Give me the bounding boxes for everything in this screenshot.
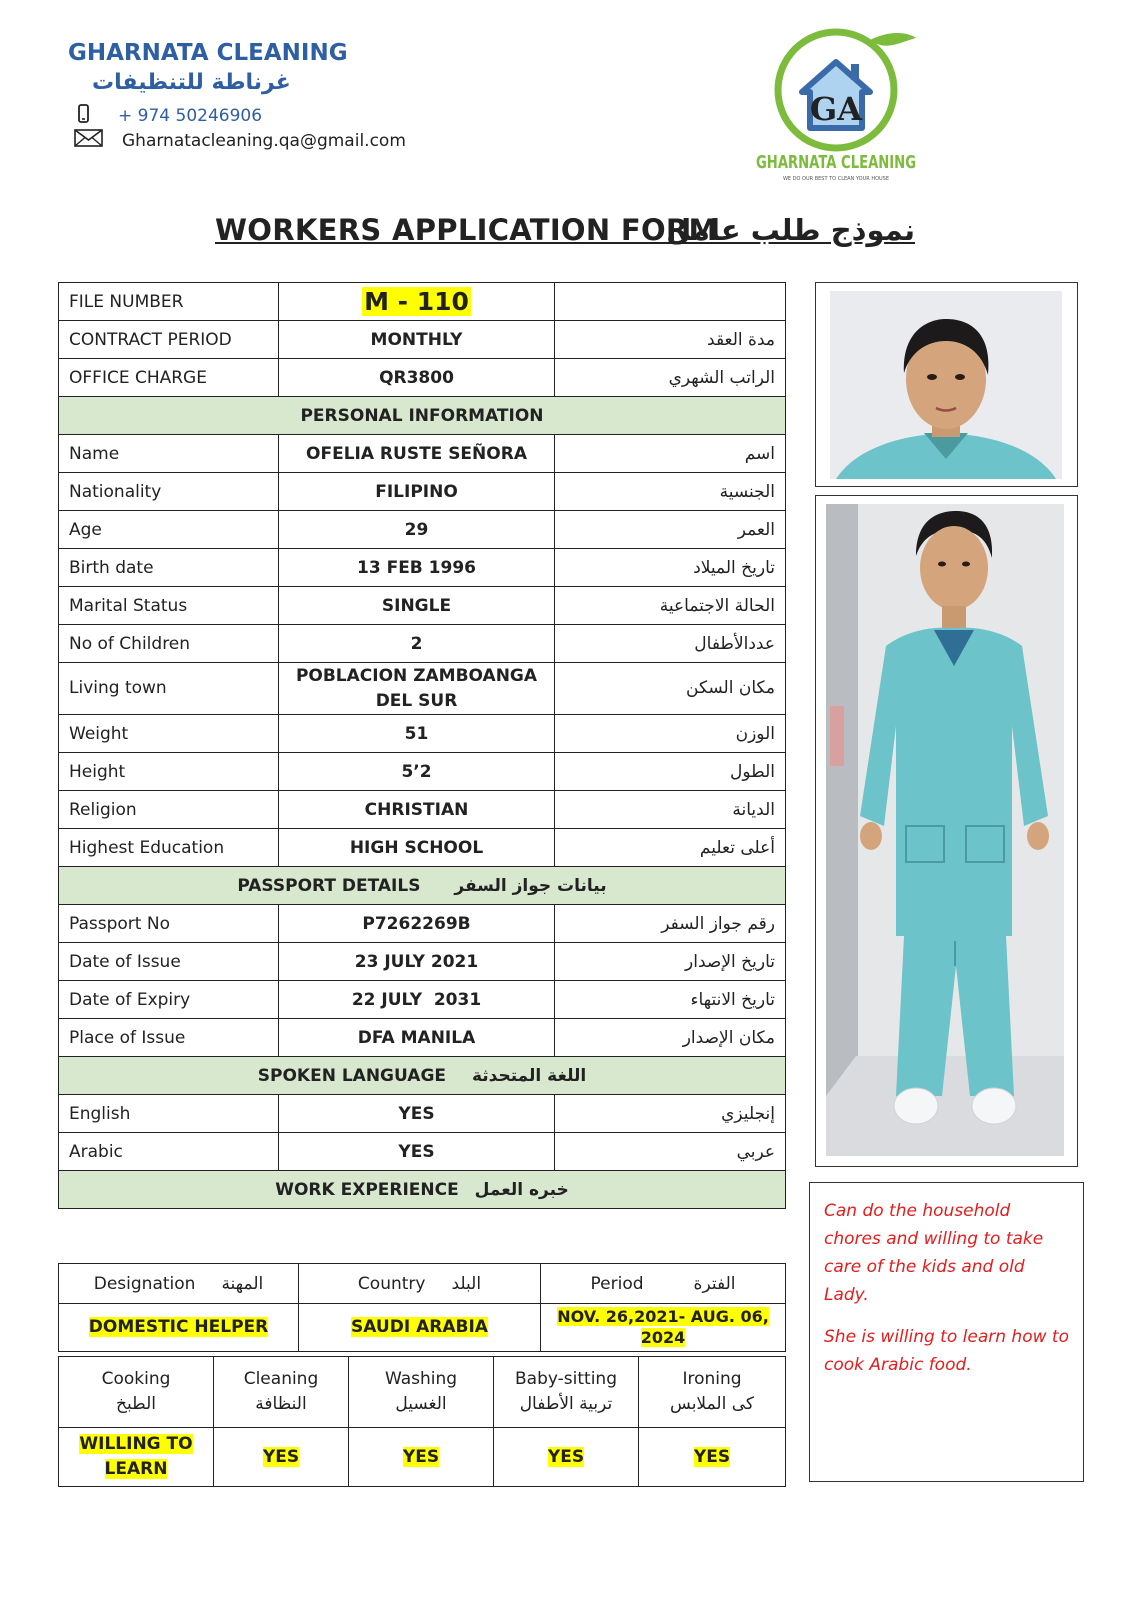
row-label-arabic: العمر [555,511,786,549]
full-body-photo [815,495,1078,1167]
skill-name-arabic: تربية الأطفال [519,1394,613,1414]
row-label: Nationality [59,473,279,511]
row-label-arabic: الراتب الشهري [555,359,786,397]
row-value: 2 [279,625,555,663]
email-line [74,129,406,152]
envelope-icon [74,129,104,152]
skill-value [349,1428,494,1487]
table-row [59,715,786,753]
row-label-arabic: مكان الإصدار [555,1019,786,1057]
row-label-arabic: إنجليزي [555,1095,786,1133]
skill-value [494,1428,639,1487]
company-name-arabic: غرناطة للتنظيفات [92,70,291,95]
row-label-arabic: الوزن [555,715,786,753]
row-value: YES [279,1095,555,1133]
table-row [59,587,786,625]
column-header [299,1264,541,1304]
skill-name-arabic: النظافة [255,1394,307,1414]
email-address[interactable]: Gharnatacleaning.qa@gmail.com [122,130,406,151]
row-label-arabic: رقم جواز السفر [555,905,786,943]
skill-value-line: YES [693,1446,731,1467]
file-number-value [279,283,555,321]
row-label: Weight [59,715,279,753]
skills-table [58,1356,786,1487]
table-row [59,321,786,359]
row-label: Passport No [59,905,279,943]
row-value: P7262269B [279,905,555,943]
skill-value [639,1428,786,1487]
table-row [59,473,786,511]
period-cell [541,1304,786,1352]
skill-name: Baby-sitting [515,1369,617,1390]
work-experience-table [58,1263,786,1352]
row-label-arabic: عربي [555,1133,786,1171]
row-label: Marital Status [59,587,279,625]
phone-number[interactable]: + 974 50246906 [118,106,263,126]
row-label-arabic: أعلى تعليم [555,829,786,867]
row-value: 22 JULY 2031 [279,981,555,1019]
row-value: 29 [279,511,555,549]
notes-box [809,1182,1084,1482]
row-label: Living town [59,663,279,715]
skill-value-line: YES [547,1446,585,1467]
country-cell [299,1304,541,1352]
row-label: CONTRACT PERIOD [59,321,279,359]
table-header-row [59,1357,786,1428]
period-line: 2024 [640,1327,686,1347]
row-label: OFFICE CHARGE [59,359,279,397]
skill-name: Washing [384,1369,458,1390]
value-line: POBLACION ZAMBOANGA [295,665,538,686]
table-row [59,1095,786,1133]
table-row [59,283,786,321]
table-row [59,791,786,829]
application-table [58,282,786,1209]
row-label-arabic: تاريخ الإصدار [555,943,786,981]
company-name: GHARNATA CLEANING [68,40,348,66]
row-label: Name [59,435,279,473]
row-label: English [59,1095,279,1133]
portrait-image [816,283,1076,485]
row-value: CHRISTIAN [279,791,555,829]
section-title: PASSPORT DETAILS [237,875,421,896]
skill-name-arabic: الغسيل [395,1394,447,1414]
column-header-en: Designation [93,1273,196,1294]
skill-value-line: WILLING TO [79,1434,193,1455]
row-value: SINGLE [279,587,555,625]
row-value: 5’2 [279,753,555,791]
designation-value: DOMESTIC HELPER [88,1317,269,1338]
skill-value-line: YES [402,1446,440,1467]
row-value: 51 [279,715,555,753]
company-logo [750,20,922,185]
row-value: 13 FEB 1996 [279,549,555,587]
skill-header [494,1357,639,1428]
table-row [59,981,786,1019]
table-row [59,435,786,473]
row-label: Highest Education [59,829,279,867]
phone-line [78,104,262,128]
skill-header [349,1357,494,1428]
row-value: DFA MANILA [279,1019,555,1057]
section-header-work [59,1171,786,1209]
column-header-ar: البلد [451,1273,482,1294]
form-title-english: WORKERS APPLICATION FORM [215,213,718,247]
skill-name: Ironing [682,1369,742,1390]
table-row [59,1304,786,1352]
section-title: PERSONAL INFORMATION [59,397,786,435]
table-row [59,663,786,715]
skill-header [639,1357,786,1428]
row-label: Age [59,511,279,549]
row-label-arabic: اسم [555,435,786,473]
portrait-photo [815,282,1078,487]
logo-wordmark: GHARNATA CLEANING [756,152,916,173]
skill-name-arabic: الطبخ [116,1394,156,1414]
table-row [59,1428,786,1487]
column-header-en: Country [357,1273,426,1294]
skill-name: Cooking [101,1369,171,1390]
row-value: OFELIA RUSTE SEÑORA [279,435,555,473]
skill-name-arabic: كى الملابس [670,1394,754,1414]
table-row [59,1019,786,1057]
skill-header [59,1357,214,1428]
table-row [59,549,786,587]
column-header-ar: الفترة [693,1273,736,1294]
row-label: Arabic [59,1133,279,1171]
file-number: M - 110 [364,287,469,316]
section-title-arabic: خبره العمل [474,1179,569,1200]
section-title: WORK EXPERIENCE [275,1179,459,1200]
value-line: DEL SUR [375,690,458,711]
row-label-arabic: تاريخ الميلاد [555,549,786,587]
note-text: Can do the household chores and willing to take care of the kids and old Lady. [824,1201,1044,1306]
row-label: Religion [59,791,279,829]
row-label: FILE NUMBER [59,283,279,321]
country-value: SAUDI ARABIA [351,1317,488,1338]
table-row [59,753,786,791]
table-row [59,511,786,549]
row-label: Place of Issue [59,1019,279,1057]
row-label-arabic: الحالة الاجتماعية [555,587,786,625]
row-label: Birth date [59,549,279,587]
table-row [59,829,786,867]
table-row [59,905,786,943]
row-value: 23 JULY 2021 [279,943,555,981]
row-label: Date of Issue [59,943,279,981]
row-label-arabic [555,283,786,321]
column-header-ar: المهنة [221,1273,264,1294]
row-label-arabic: الطول [555,753,786,791]
note-text: She is willing to learn how to cook Arabic food. [824,1327,1069,1376]
phone-icon [78,104,92,128]
designation-cell [59,1304,299,1352]
skill-value-line: YES [262,1446,300,1467]
row-value [279,663,555,715]
row-label-arabic: مدة العقد [555,321,786,359]
row-label: Height [59,753,279,791]
table-row [59,1133,786,1171]
row-label-arabic: الديانة [555,791,786,829]
row-label: No of Children [59,625,279,663]
period-line: NOV. 26,2021- AUG. 06, [557,1306,769,1326]
row-value: HIGH SCHOOL [279,829,555,867]
form-title-arabic: نموذج طلب عامل [666,213,915,247]
section-title-arabic: اللغة المتحدثة [471,1065,587,1086]
section-header-passport [59,867,786,905]
row-value: FILIPINO [279,473,555,511]
skill-name: Cleaning [243,1369,319,1390]
column-header [541,1264,786,1304]
section-header-language [59,1057,786,1095]
section-header-personal [59,397,786,435]
full-body-image [816,496,1076,1165]
row-label: Date of Expiry [59,981,279,1019]
row-label-arabic: تاريخ الانتهاء [555,981,786,1019]
row-label-arabic: عددالأطفال [555,625,786,663]
form-title [215,213,915,253]
skill-value-line: LEARN [104,1459,168,1479]
skill-value [214,1428,349,1487]
table-row [59,625,786,663]
table-row [59,943,786,981]
table-row [59,359,786,397]
row-value: MONTHLY [279,321,555,359]
logo-monogram: GA [809,90,863,128]
section-title-arabic: بيانات جواز السفر [454,875,607,896]
table-header-row [59,1264,786,1304]
column-header-en: Period [590,1273,644,1294]
row-value: QR3800 [279,359,555,397]
row-label-arabic: مكان السكن [555,663,786,715]
column-header [59,1264,299,1304]
row-value: YES [279,1133,555,1171]
skill-header [214,1357,349,1428]
row-label-arabic: الجنسية [555,473,786,511]
skill-value [59,1428,214,1487]
section-title: SPOKEN LANGUAGE [257,1065,447,1086]
logo-tagline: WE DO OUR BEST TO CLEAN YOUR HOUSE [782,176,890,182]
